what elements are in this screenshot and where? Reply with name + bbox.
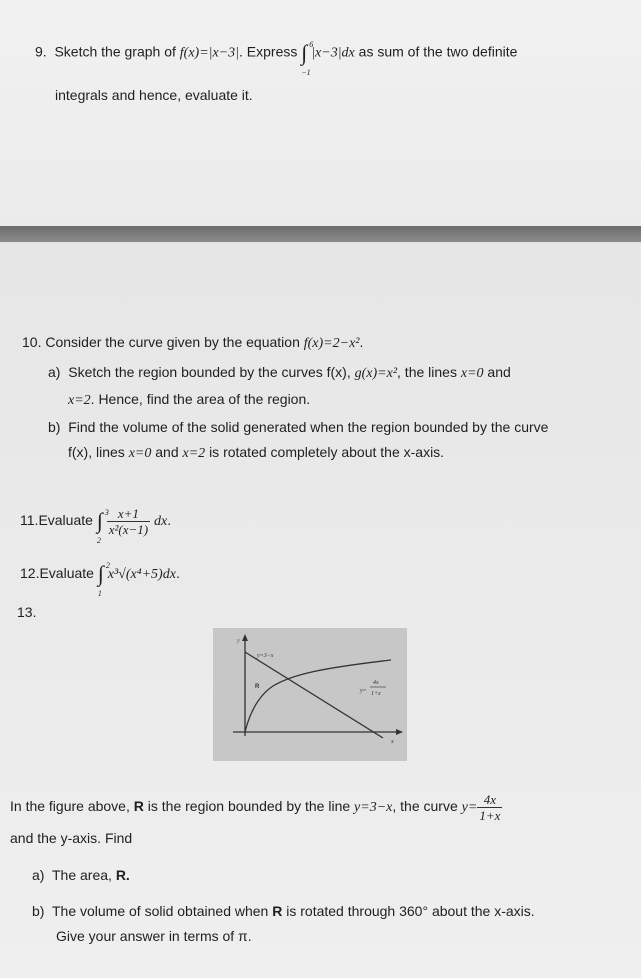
q10-a-text1: Sketch the region bounded by the curves f(x), <box>68 364 351 380</box>
q13-part-a <box>32 866 130 884</box>
q13-part-b-line2: Give your answer in terms of π. <box>56 928 252 944</box>
q10-a-and: and <box>487 364 511 380</box>
q10-a-text3: . Hence, find the area of the region. <box>90 391 311 407</box>
q13-a-text: The area, <box>51 867 112 883</box>
q9-integrand: |x−3|dx <box>311 45 355 61</box>
q10-part-a-line2 <box>68 390 310 410</box>
q12-number: 12. <box>20 565 40 581</box>
figure-y-label: y <box>237 638 240 644</box>
q13-b-text1: The volume of solid obtained when <box>51 903 269 919</box>
q10-a-x2: x=2 <box>68 393 91 408</box>
q13-text1a: In the figure above, <box>10 798 130 814</box>
q10-a-label: a) <box>48 364 61 380</box>
q12-integrand: x³√(x⁴+5)dx <box>107 567 176 582</box>
figure-line <box>245 652 383 738</box>
q12-label: Evaluate <box>39 565 94 581</box>
q13-number: 13. <box>17 604 37 620</box>
q13-part-b-line1 <box>32 902 535 920</box>
q9-number: 9. <box>35 43 47 60</box>
figure-x-arrow <box>396 729 403 735</box>
q10-b-and: and <box>155 444 179 460</box>
q13-curve-num: 4x <box>477 792 502 808</box>
page-divider <box>0 226 641 242</box>
q11-fraction <box>107 506 150 537</box>
q13-text1-R: R <box>133 798 144 814</box>
q11-label: Evaluate <box>38 512 93 528</box>
q10-b-x0: x=0 <box>128 446 152 461</box>
q12-upper: 2 <box>105 561 110 571</box>
q11-upper: 3 <box>104 508 109 518</box>
q13-text-line2: and the y-axis. Find <box>10 830 133 846</box>
figure-curve-y: y= <box>360 688 367 694</box>
q10-b-text2b: is rotated completely about the x-axis. <box>209 444 445 460</box>
question-12: 12.Evaluate ∫ 2 1 x³√(x⁴+5)dx. <box>20 558 180 588</box>
q10-a-x0: x=0 <box>460 366 484 381</box>
q13-a-label: a) <box>32 867 45 883</box>
q11-integral-sign: ∫ 3 2 <box>97 510 103 532</box>
q13-curve-den: 1+x <box>479 807 501 823</box>
q13-text1c: , the curve <box>392 798 458 814</box>
figure-curve-num: 4x <box>373 680 379 686</box>
q9-text-a: Sketch the graph of <box>54 43 176 60</box>
q9-int-upper: 6 <box>309 40 314 49</box>
q13-b-R: R <box>272 903 283 919</box>
question-11: 11.Evaluate ∫ 3 2 $\frac{x+1}{\text{x²(x−1)}}$ dx. <box>20 500 171 540</box>
q13-line-eq: y=3−x <box>354 800 393 815</box>
q13-a-R: R. <box>115 867 130 883</box>
page-top-sheet <box>0 0 641 226</box>
q13-text-line1 <box>10 786 502 826</box>
q11-dx: dx <box>154 514 168 529</box>
q10-part-a-line1 <box>48 363 511 383</box>
q12-integral-sign: ∫ 2 1 <box>98 563 104 585</box>
q11-number: 11. <box>20 512 39 528</box>
q13-figure <box>213 628 407 761</box>
q10-part-b-line1 <box>48 418 548 436</box>
q13-figure-graph <box>213 628 407 761</box>
q13-curve-y: y= <box>461 800 478 815</box>
figure-line-label: y=3−x <box>257 653 274 659</box>
q10-b-label: b) <box>48 419 61 435</box>
figure-curve <box>245 660 391 732</box>
figure-y-arrow <box>242 634 248 641</box>
q10-curve: f(x)=2−x² <box>303 336 360 351</box>
q9-text-b: Express <box>246 43 298 60</box>
q10-b-text2a: f(x), lines <box>68 444 125 460</box>
q9-text-c: as sum of the two definite <box>358 43 518 60</box>
q10-a-gx: g(x)=x² <box>354 366 398 381</box>
q12-lower: 1 <box>97 589 102 599</box>
figure-curve-den: 1+x <box>371 691 381 697</box>
q13-text1b: is the region bounded by the line <box>147 798 351 814</box>
q11-numerator: x+1 <box>107 506 150 522</box>
figure-region-label: R <box>255 684 260 690</box>
question-9-line1: 9. Sketch the graph of f(x)=|x−3|. Express ∫ 6 −1 |x−3|dx as sum of the two definite <box>35 42 517 64</box>
q10-b-x2: x=2 <box>182 446 206 461</box>
q11-lower: 2 <box>96 536 101 546</box>
q10-a-text2: , the lines <box>397 364 457 380</box>
q10-intro-text: Consider the curve given by the equation <box>45 334 300 350</box>
q10-part-b-line2 <box>68 443 444 463</box>
figure-x-label: x <box>391 739 394 745</box>
q9-integral-sign: ∫ 6 −1 <box>301 42 307 64</box>
q11-denominator: x²(x−1) <box>108 521 149 537</box>
q13-b-label: b) <box>32 903 45 919</box>
q9-int-lower: −1 <box>301 68 311 77</box>
question-10-intro: 10. Consider the curve given by the equation f(x)=2−x². <box>22 334 364 351</box>
q13-b-text2: is rotated through 360° about the x-axis. <box>286 903 535 919</box>
q9-function: f(x)=|x−3| <box>179 45 240 61</box>
q10-number: 10. <box>22 334 42 350</box>
question-9-line2: integrals and hence, evaluate it. <box>55 87 253 103</box>
q13-curve-fraction <box>477 792 502 823</box>
q10-b-text1: Find the volume of the solid generated when the region bounded by the curve <box>68 419 549 435</box>
